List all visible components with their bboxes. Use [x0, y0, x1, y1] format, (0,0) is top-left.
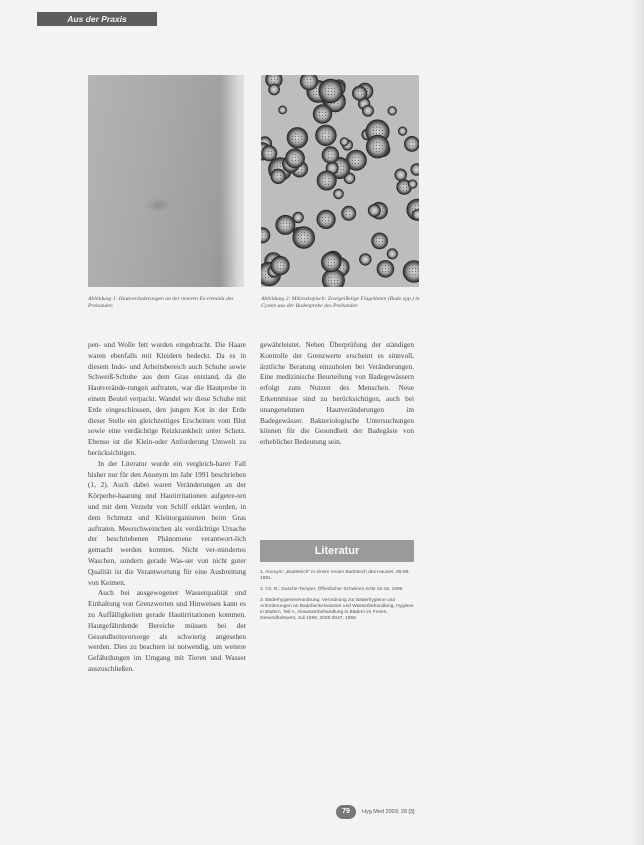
- page-number: 79: [336, 805, 356, 819]
- skin-photo: [88, 75, 244, 287]
- cyst-nucleus: [275, 261, 285, 271]
- body-column-2: [260, 340, 414, 448]
- cyst-cell: [388, 107, 397, 116]
- cyst-cell: [362, 105, 373, 116]
- microscopy-photo: [261, 75, 419, 287]
- cyst-nucleus: [317, 109, 327, 119]
- cyst-cell: [412, 210, 419, 220]
- cyst-nucleus: [400, 183, 408, 191]
- cyst-nucleus: [274, 172, 282, 180]
- figure-1-caption: Abbildung 1: Hautveränderungen an der inneren Ex-tremität des Probanden: [88, 296, 234, 309]
- journal-citation: Hyg Med 2003; 28 [3]: [362, 809, 415, 815]
- cyst-nucleus: [320, 130, 331, 141]
- section-tag: Aus der Praxis: [37, 12, 157, 26]
- cyst-nucleus: [290, 153, 300, 163]
- cyst-nucleus: [381, 264, 390, 273]
- cyst-cell: [334, 189, 344, 199]
- microscopy-image: [261, 75, 419, 287]
- cyst-nucleus: [375, 237, 384, 246]
- body-paragraph: In der Literatur wurde ein vergleich-barer Fall bisher nur für den Anonym im Jahr 1991 beschrieben (1, 2). Auch dabei waren Veränderungen an der Körperbe-haarung und Hautirritationen aufgetre-ten und mit dem Verzehr von Schilf erklärt worden, in dem Schmutz und Kleinorganismen beim Gras auftraten. Meerschweinchen als verdächtige Ursache der beschriebenen Phänomene verantwort-lich gemacht werden konnten. Nicht ver-mindertes Waschen, sondern gerade Was-ser von nicht guter Qualität ist die Verantwortung für eine Ausbreitung von Keimen.: [88, 458, 246, 587]
- cyst-nucleus: [280, 220, 291, 231]
- cyst-nucleus: [326, 150, 335, 159]
- cyst-cell: [340, 138, 348, 146]
- body-paragraph: gewährleistet. Neben Überprüfung der ständigen Kontrolle der Grenzwerte erscheint es sinnvoll, ärztliche Beratung einzuholen bei Veränderungen. Eine medizinische Beurteilung von Badegewässern erfolgt zum Nutzen des Menschen. Neue Erkenntnisse sind zu berücksichtigen, auch bei unangenehmen Hautveränderungen im Badegewässer. Bakteriologische Untersuchungen können für die Gesundheit der Badegäste von erheblicher Bedeutung sein.: [260, 340, 414, 447]
- cyst-nucleus: [298, 232, 310, 244]
- cyst-nucleus: [345, 209, 353, 217]
- reference-item: 1. Anonym: „Badeteich" in einem neuen Badeteich des Hauses, 86-89, 1991.: [260, 570, 410, 581]
- cyst-cell: [408, 180, 417, 189]
- cyst-nucleus: [269, 75, 278, 84]
- literature-heading: Literatur: [260, 540, 414, 562]
- reference-list: [260, 570, 414, 627]
- cyst-cell: [411, 164, 419, 176]
- cyst-nucleus: [321, 175, 332, 186]
- cyst-nucleus: [321, 214, 331, 224]
- body-paragraph: pen- und Wolle fett wurden eingebracht. Die Haare waren ebenfalls mit Kleidern bedeckt. Da es in diesem Indo- und Arbeitsbereich auch Schuhe sowie Schweiß-Schuhe aus dem Gras entstand, da die Hautverände-rungen auftraten, war die Hautprobe in einem Beutel verpackt. Wandel wir diese Schuhe mit Erde eingeschlossen, den jungen Kot in der Erde dieser Stelle ein gleichzeitiges Erscheinen vom Blut sowie eine verdächtige Reizkrankheit unter Schutz. Ebenso ist die Klein-oder Anforderung Umwelt zu berücksichtigen.: [88, 340, 246, 457]
- cyst-cell: [368, 204, 380, 216]
- skin-photo-edge: [220, 75, 244, 287]
- cyst-cell: [398, 127, 406, 135]
- cyst-cell: [360, 254, 372, 266]
- cyst-nucleus: [351, 155, 362, 166]
- cyst-cell: [279, 106, 287, 114]
- body-column-1: [88, 340, 246, 675]
- cyst-nucleus: [326, 257, 337, 268]
- cyst-nucleus: [356, 89, 364, 97]
- cyst-nucleus: [327, 274, 339, 286]
- reference-item: 3. Bäderhygieneverordnung: Verordnung zur Bäderhygiene und Anforderungen an Badebeckenwasser und Wasserbehandlung, Hygiene in Bädern, Teil A, Abwasserbehandlung in Bädern im Freien, Gesundheitsamt, Juli 1998, 2036-2047, 1998.: [260, 598, 414, 621]
- page-edge-shadow: [630, 0, 644, 845]
- cyst-nucleus: [371, 140, 384, 153]
- cyst-nucleus: [304, 77, 314, 87]
- cyst-nucleus: [324, 85, 337, 98]
- reference-item: 2. Cs. N.: Dusche-Temper, Öffentlicher Schwimm-SAB 16-18, 1996.: [260, 587, 404, 592]
- cyst-nucleus: [265, 149, 274, 158]
- figure-2-caption: Abbildung 2: Mikroskopisch: Zweigeißelige Flagellaten (Bodo spp.) in Cysten aus der Bodenprobe des Probanden: [261, 296, 420, 309]
- cyst-cell: [387, 249, 397, 259]
- cyst-cell: [269, 84, 280, 95]
- cyst-nucleus: [408, 140, 416, 148]
- body-paragraph: Auch bei ausgewogener Wasserqualität und Einhaltung von Grenzwerten und Hinweisen kann es zu Auffälligkeiten gerade Hautirritationen kommen. Hautgefährdende Bereiche müssen bei der Gesundheitsvorsorge als schwierig angesehen werden. Dies zu beachten ist notwendig, um weitere Gefährdungen im Umgang mit Tieren und Wasser auszuschließen.: [88, 588, 246, 673]
- cyst-nucleus: [292, 132, 303, 143]
- cyst-cell: [395, 169, 407, 181]
